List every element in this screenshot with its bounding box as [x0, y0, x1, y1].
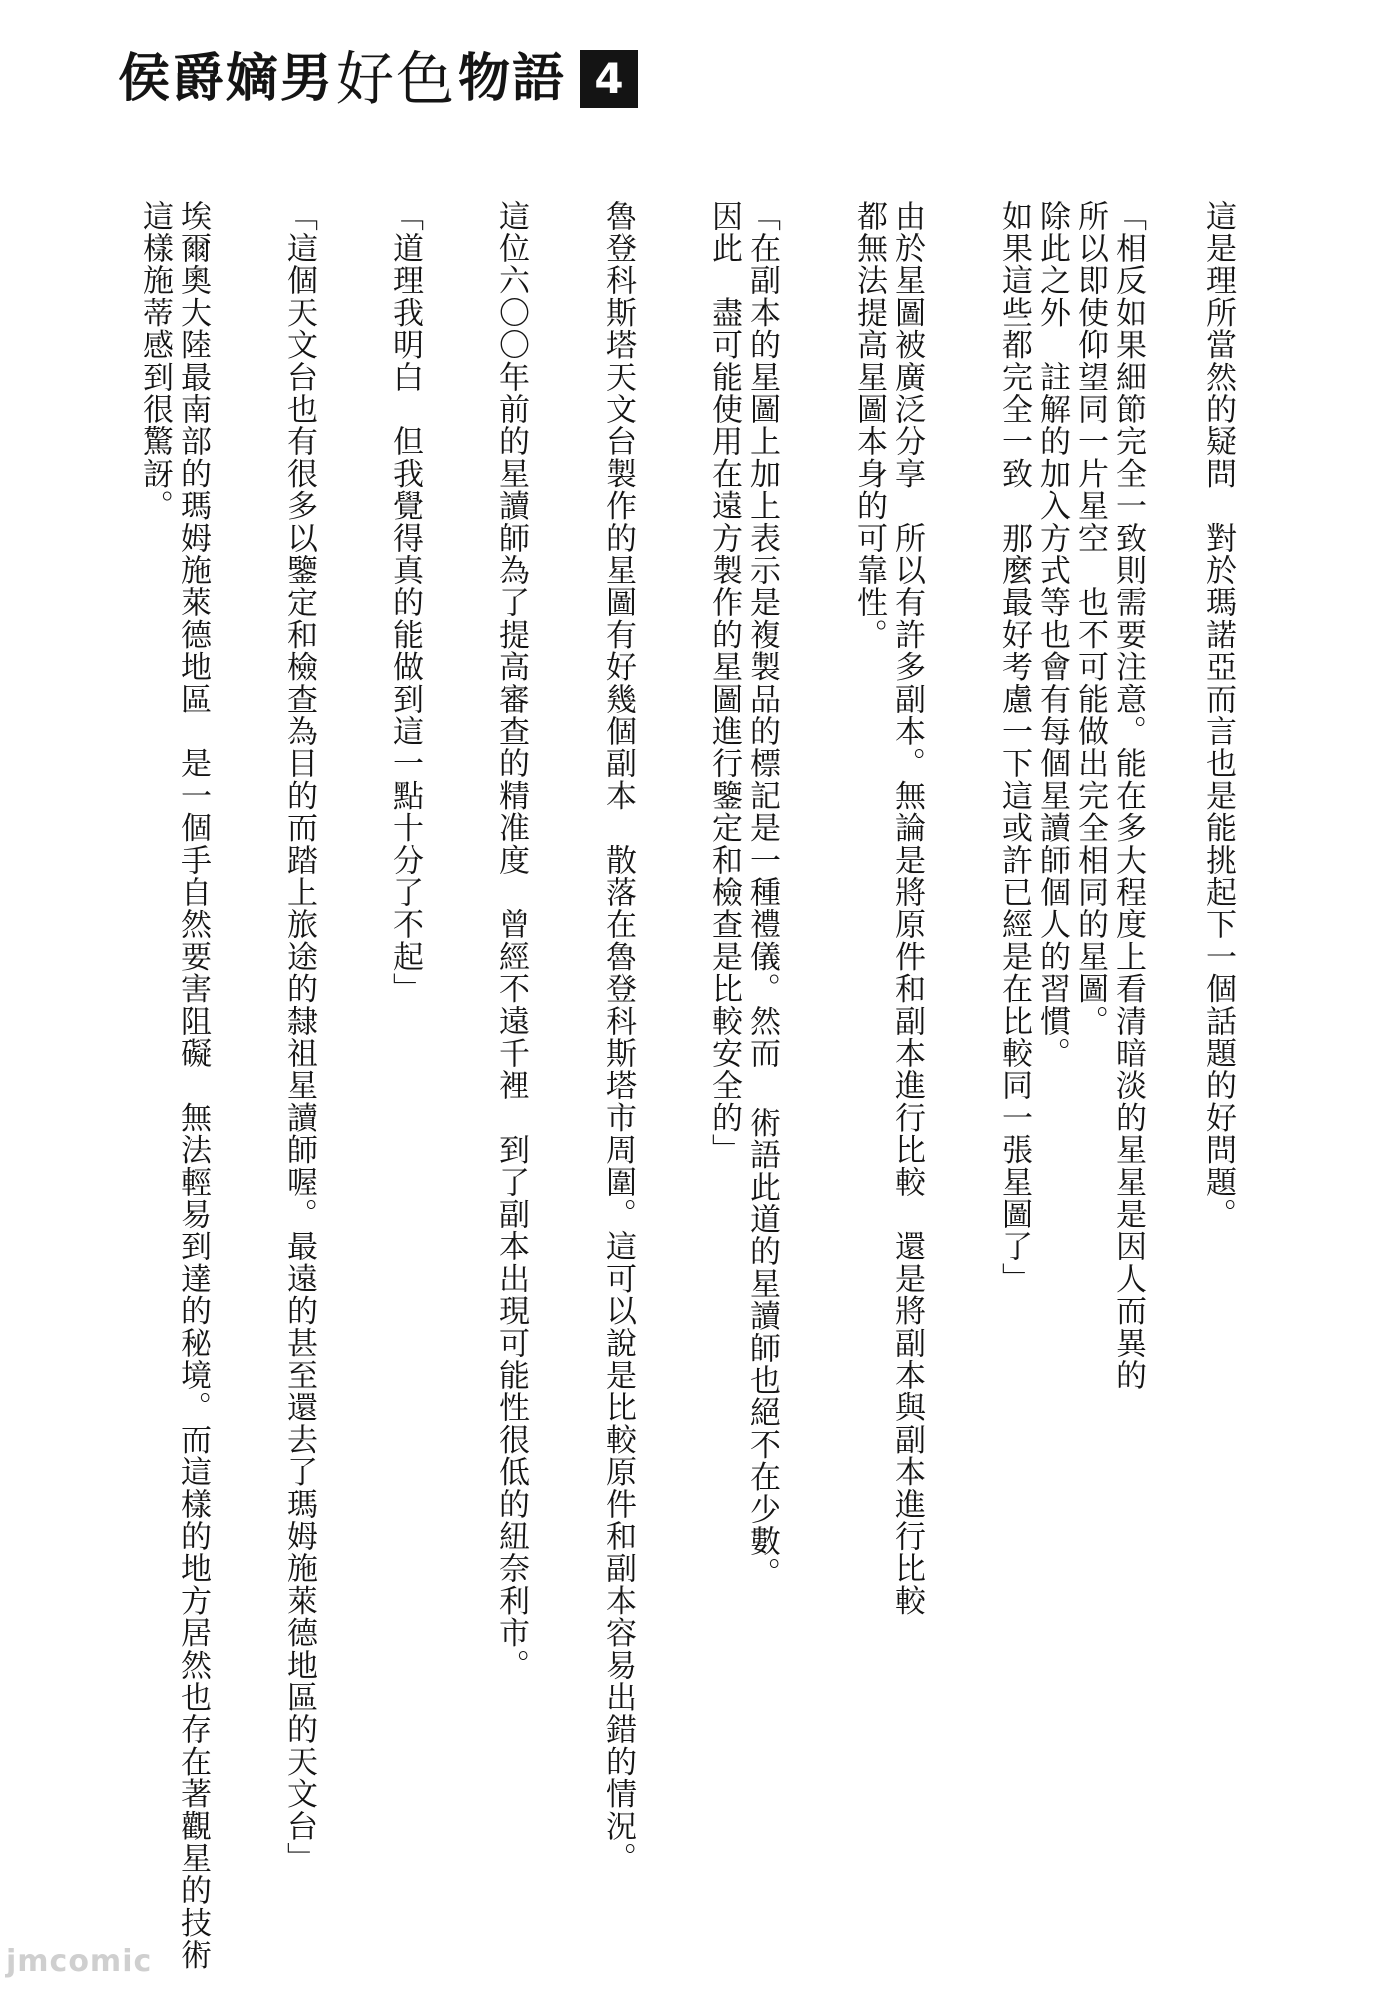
book-header: [118, 44, 638, 114]
text-column-8: 「在副本的星圖上加上表示是複製品的標記是一種禮儀。然而 術語此道的星讀師也絕不在少數。: [744, 200, 780, 1590]
book-title-prefix: 侯爵嫡男: [118, 48, 335, 109]
text-column-11: 這位六〇〇年前的星讀師為了提高審查的精准度 曾經不遠千裡 到了副本出現可能性很低的紐奈利市。: [493, 200, 529, 1682]
text-column-7: 都無法提高星圖本身的可靠性。: [851, 200, 887, 651]
watermark-logo: jmcomic: [6, 1944, 153, 1979]
book-title-suffix: 物語: [458, 48, 567, 109]
text-column-13: 「這個天文台也有很多以鑒定和檢查為目的而踏上旅途的隸祖星讀師喔。最遠的甚至還去了瑪姆施萊德地區的天文台」: [281, 200, 317, 1875]
book-title-emphasis: 好色: [336, 45, 457, 113]
text-column-1: 這是理所當然的疑問 對於瑪諾亞而言也是能挑起下一個話題的好問題。: [1200, 200, 1236, 1231]
text-column-10: 魯登科斯塔天文台製作的星圖有好幾個副本 散落在魯登科斯塔市周圍。這可以說是比較原件和副本容易出錯的情況。: [600, 200, 636, 1875]
volume-badge: 4: [580, 50, 638, 108]
text-column-15: 這樣施蒂感到很驚訝。: [137, 200, 173, 522]
text-column-9: 因此 盡可能使用在遠方製作的星圖進行鑒定和檢查是比較安全的」: [706, 200, 742, 1166]
text-column-12: 「道理我明白 但我覺得真的能做到這一點十分了不起」: [387, 200, 423, 1005]
text-column-5: 如果這些都完全一致 那麼最好考慮一下這或許已經是在比較同一張星圖了」: [996, 200, 1032, 1295]
text-column-3: 所以即使仰望同一片星空 也不可能做出完全相同的星圖。: [1072, 200, 1108, 1038]
text-column-2: 「相反如果細節完全一致則需要注意。能在多大程度上看清暗淡的星星是因人而異的: [1110, 200, 1146, 1392]
text-column-14: 埃爾奧大陸最南部的瑪姆施萊德地區 是一個手自然要害阻礙 無法輕易到達的秘境。而這樣的地方居然也存在著觀星的技術: [175, 200, 211, 1971]
text-column-4: 除此之外 註解的加入方式等也會有每個星讀師個人的習慣。: [1034, 200, 1070, 1070]
text-column-6: 由於星圖被廣泛分享 所以有許多副本。無論是將原件和副本進行比較 還是將副本與副本進行比較: [889, 200, 925, 1617]
